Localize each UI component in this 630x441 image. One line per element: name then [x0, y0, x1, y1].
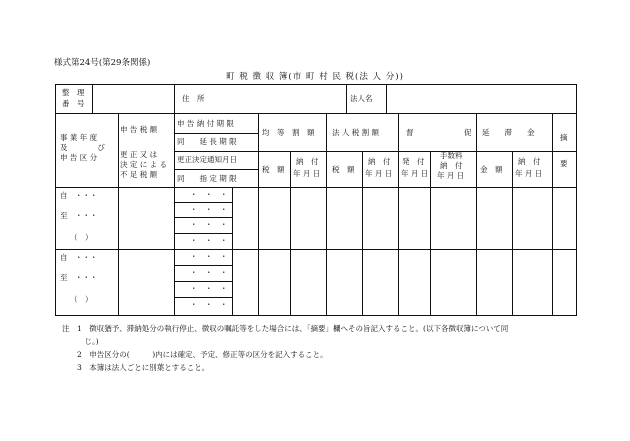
corp-tax-paid-label: 納 付: [368, 157, 391, 166]
date-dots: ・ ・ ・: [190, 220, 228, 229]
issued-date-label: 年 月 日: [401, 169, 429, 178]
fiscal-year-label-2: 及 び: [60, 143, 105, 152]
from-date-1: 自 ・・・: [60, 191, 98, 200]
corp-tax-amount-label: 税 額: [332, 165, 355, 174]
extended-deadline-label: 同 延 長 期 限: [177, 137, 237, 146]
form-number: 様式第24号(第29条関係): [54, 58, 151, 68]
remarks-label-1: 摘: [560, 133, 568, 142]
shortfall-label-1: 更 正 又 は: [120, 150, 158, 159]
designated-deadline-label: 同 指 定 期 限: [177, 174, 237, 183]
address-label: 住 所: [182, 94, 205, 103]
date-dots: ・ ・ ・: [190, 205, 228, 214]
notes: [62, 322, 508, 374]
delinquency-label: 延 滞 金: [482, 128, 535, 137]
corp-tax-date-label: 年 月 日: [365, 169, 393, 178]
form-title: 町 税 徴 収 簿(市 町 村 民 税(法 人 分)): [226, 72, 404, 82]
delinquency-amount-label: 金 額: [480, 165, 503, 174]
corporation-name-label: 法人名: [350, 94, 373, 103]
delinquency-date-label: 年 月 日: [515, 169, 543, 178]
fiscal-year-label-3: 申 告 区 分: [60, 153, 98, 162]
notice-date-label: 更正決定通知月日: [177, 155, 237, 164]
payment-deadline-label: 申 告 納 付 期 限: [177, 119, 234, 128]
delinquency-paid-label: 納 付: [518, 157, 541, 166]
fee-paid-label: 納 付: [440, 161, 463, 170]
category-paren-2: （ ）: [70, 295, 93, 304]
fee-label: 手数料: [440, 151, 463, 160]
per-capita-paid-label: 納 付: [296, 157, 319, 166]
to-date-2: 至 ・・・: [60, 273, 98, 282]
per-capita-amount-label: 税 額: [262, 165, 285, 174]
corporate-tax-levy-label: 法 人 税 割 額: [332, 128, 380, 137]
date-dots: ・ ・ ・: [190, 252, 228, 261]
fiscal-year-label-1: 事 業 年 度: [60, 133, 98, 142]
collection-ledger-table: [55, 84, 577, 316]
note-2: 2 申告区分の( )内には確定、予定、修正等の区分を記入すること。: [62, 350, 328, 359]
issued-label: 発 付: [402, 157, 425, 166]
date-dots: ・ ・ ・: [190, 300, 228, 309]
shortfall-label-3: 不 足 税 額: [120, 170, 158, 179]
seiri-label: 整 理: [62, 88, 85, 97]
to-date-1: 至 ・・・: [60, 211, 98, 220]
reminder-label-1: 督: [406, 128, 414, 137]
per-capita-date-label: 年 月 日: [293, 169, 321, 178]
remarks-label-2: 要: [560, 159, 568, 168]
fee-date-label: 年 月 日: [437, 171, 465, 180]
date-dots: ・ ・ ・: [190, 190, 228, 199]
category-paren-1: （ ）: [70, 233, 93, 242]
date-dots: ・ ・ ・: [190, 236, 228, 245]
reminder-label-2: 促: [464, 128, 472, 137]
shortfall-label-2: 決 定 に よ る: [120, 160, 168, 169]
note-3: 3 本簿は法人ごとに別葉とすること。: [62, 363, 210, 372]
bango-label: 番 号: [62, 99, 85, 108]
from-date-2: 自 ・・・: [60, 253, 98, 262]
declared-tax-label: 申 告 税 額: [120, 125, 158, 134]
per-capita-label: 均 等 割 額: [262, 128, 315, 137]
note-1: 注 1 徴収猶予、滞納処分の執行停止、徴収の嘱託等をした場合には、「摘要」欄へその旨記入すること。(以下各徴収簿について同: [62, 324, 509, 333]
date-dots: ・ ・ ・: [190, 268, 228, 277]
date-dots: ・ ・ ・: [190, 284, 228, 293]
note-1-cont: じ。): [62, 337, 99, 346]
